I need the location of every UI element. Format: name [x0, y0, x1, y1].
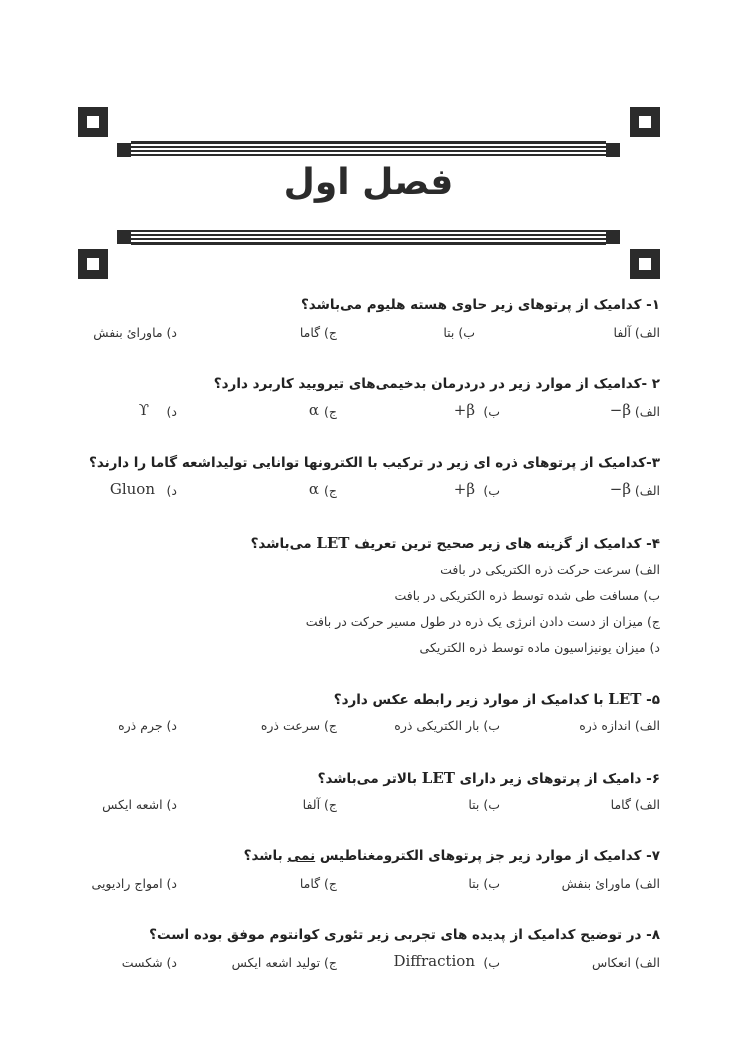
q3-option-d: د) — [166, 483, 177, 498]
q1-option-b: ب) بتا — [443, 325, 475, 340]
q7-option-c: ج) گاما — [299, 876, 337, 891]
q6-option-c: ج) آلفا — [302, 797, 337, 812]
q7-prompt-end: باشد؟ — [243, 848, 283, 864]
q4-prompt-start: ۴- کدامیک از گزینه های زیر صحیح ترین تعریف — [354, 536, 660, 552]
q2-option-a: الف) — [634, 404, 660, 419]
top-rule — [131, 141, 606, 158]
rule-end-top-left — [117, 143, 131, 157]
rule-end-top-right — [606, 143, 620, 157]
q1-option-d: د) ماورائ بنفش — [93, 325, 177, 340]
question-8: ۸- در توضیح کدامیک از پدیده های تجربی زیر تئوری کوانتوم موفق بوده است؟ — [149, 927, 660, 943]
q8-option-b-text: Diffraction — [393, 952, 475, 970]
q5-prompt-start: ۵- — [646, 692, 660, 708]
q5-option-a: الف) اندازه ذره — [579, 718, 660, 733]
corner-ornament-top-right — [630, 107, 660, 137]
q4-option-c: ج) میزان از دست دادن انرژی یک ذره در طول مسیر حرکت در بافت — [305, 614, 660, 629]
q7-prompt-emphasis: نمی — [287, 848, 316, 864]
q3-option-c-symbol: α — [308, 480, 319, 498]
q3-option-c: ج) — [324, 483, 337, 498]
q2-option-c: ج) — [324, 404, 337, 419]
q4-option-b: ب) مسافت طی شده توسط ذره الکتریکی در بافت — [394, 588, 660, 603]
q1-option-c: ج) گاما — [299, 325, 337, 340]
q8-option-d: د) شکست — [121, 955, 177, 970]
q8-option-c: ج) تولید اشعه ایکس — [231, 955, 337, 970]
q3-option-d-symbol: Gluon — [109, 480, 155, 498]
corner-ornament-top-left — [78, 107, 108, 137]
q8-option-a: الف) انعکاس — [591, 955, 660, 970]
q2-option-b: ب) — [483, 404, 500, 419]
q7-option-d: د) امواج رادیویی — [91, 876, 177, 891]
q4-prompt-let: LET — [316, 534, 350, 552]
q6-option-d: د) اشعه ایکس — [102, 797, 177, 812]
rule-end-bottom-left — [117, 230, 131, 244]
q4-option-a: الف) سرعت حرکت ذره الکتریکی در بافت — [440, 562, 660, 577]
rule-end-bottom-right — [606, 230, 620, 244]
q7-prompt-start: ۷- کدامیک از موارد زیر جز پرتوهای الکترومغناطیس — [319, 848, 660, 864]
q6-prompt-end: بالاتر می‌باشد؟ — [317, 771, 418, 787]
q6-option-a: الف) گاما — [610, 797, 660, 812]
q2-option-c-symbol: α — [308, 401, 319, 419]
q2-option-b-symbol: β+ — [453, 401, 475, 419]
q5-prompt-end: با کدامیک از موارد زیر رابطه عکس دارد؟ — [333, 692, 604, 708]
q2-option-a-symbol: β− — [609, 401, 631, 419]
q4-option-d: د) میزان یونیزاسیون ماده توسط ذره الکتریکی — [419, 640, 660, 655]
question-2: ۲ -کدامیک از موارد زیر در دردرمان بدخیمی‌های تیرویید کاربرد دارد؟ — [213, 376, 660, 392]
q2-option-d: د) — [166, 404, 177, 419]
q5-prompt-let: LET — [608, 690, 642, 708]
question-5 — [334, 690, 660, 708]
question-7 — [244, 848, 660, 864]
q5-option-c: ج) سرعت ذره — [260, 718, 337, 733]
q3-option-b: ب) — [483, 483, 500, 498]
question-4 — [251, 534, 660, 552]
q4-prompt-end: می‌باشد؟ — [250, 536, 312, 552]
q5-option-b: ب) بار الکتریکی ذره — [394, 718, 500, 733]
question-1: ۱- کدامیک از پرتوهای زیر حاوی هسته هلیوم می‌باشد؟ — [300, 297, 660, 313]
corner-ornament-bottom-left — [78, 249, 108, 279]
q1-option-a: الف) آلفا — [613, 325, 660, 340]
q6-prompt-let: LET — [421, 769, 455, 787]
q3-option-b-symbol: β+ — [453, 480, 475, 498]
q3-option-a: الف) — [634, 483, 660, 498]
chapter-title: فصل اول — [283, 162, 454, 203]
bottom-rule — [131, 230, 606, 247]
q6-option-b: ب) بتا — [468, 797, 500, 812]
q5-option-d: د) جرم ذره — [118, 718, 177, 733]
question-3: ۳-کدامیک از پرتوهای ذره ای زیر در ترکیب با الکترونها توانایی تولیداشعه گاما را دارند؟ — [88, 455, 660, 471]
question-6 — [318, 769, 660, 787]
q2-option-d-symbol: ϒ — [138, 401, 149, 419]
q6-prompt-start: ۶- دامیک از پرتوهای زیر دارای — [459, 771, 660, 787]
q8-option-b: ب) — [483, 955, 500, 970]
q3-option-a-symbol: β− — [609, 480, 631, 498]
q7-option-b: ب) بتا — [468, 876, 500, 891]
corner-ornament-bottom-right — [630, 249, 660, 279]
q7-option-a: الف) ماورائ بنفش — [561, 876, 660, 891]
